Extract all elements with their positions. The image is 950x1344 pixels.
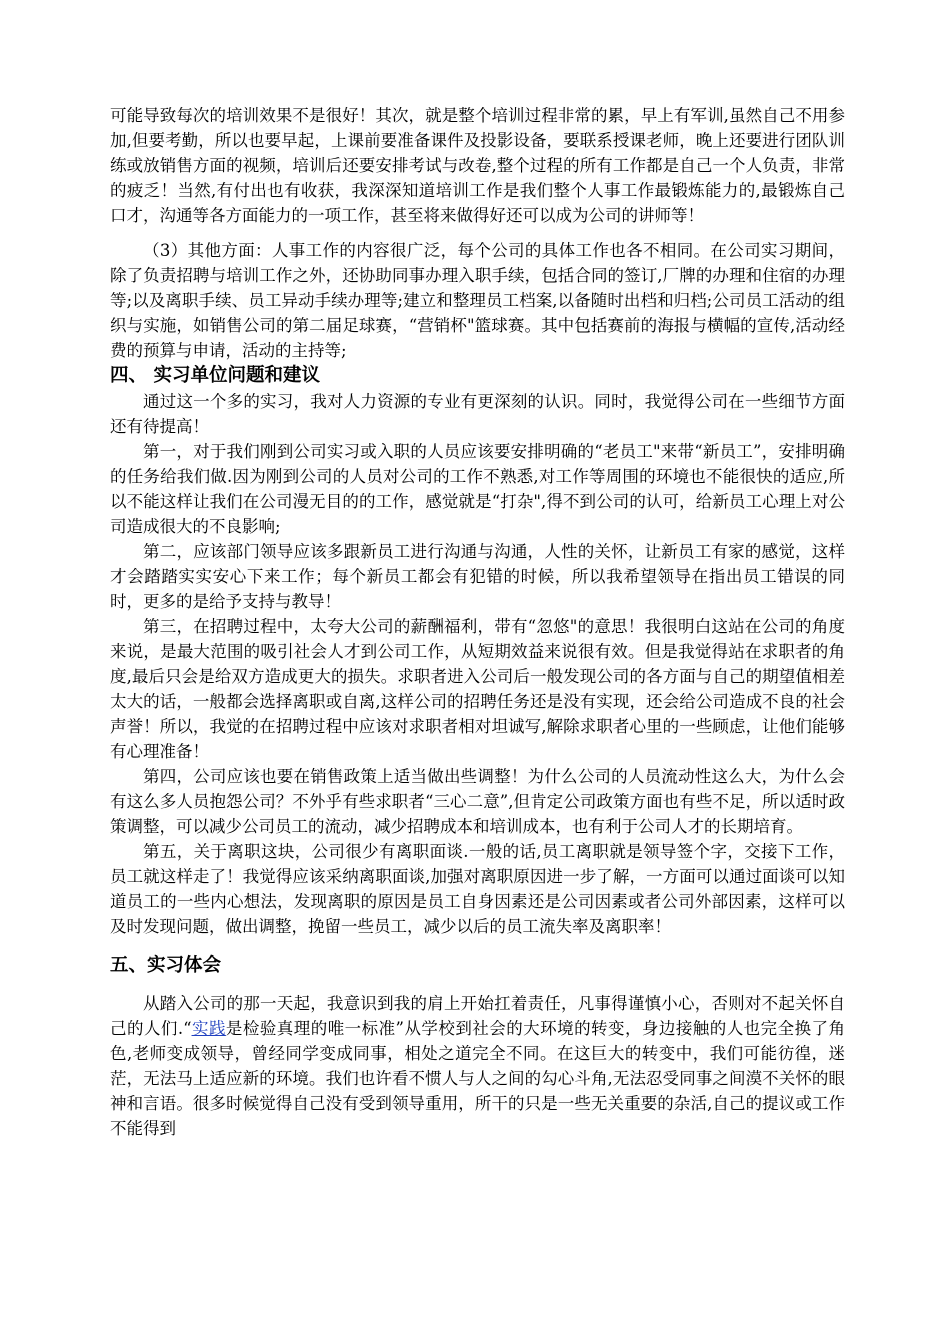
paragraph-internship-experience: [110, 991, 845, 1141]
paragraph-other-aspects: （3）其他方面：人事工作的内容很广泛，每个公司的具体工作也各不相同。在公司实习期间，除了负责招聘与培训工作之外，还协助同事办理入职手续，包括合同的签订,厂牌的办理和住宿的办理等;以及离职手续、员工异动手续办理等;建立和整理员工档案,以备随时出档和归档;公司员工活动的组织与实施，如销售公司的第二届足球赛，“营销杯"篮球赛。其中包括赛前的海报与横幅的宣传,活动经费的预算与申请，活动的主持等;: [110, 241, 845, 360]
experience-text-start: 从踏入公司的那一天起，我意识到我的肩上开始扛着责任，凡事得谨慎小心，否则对不起关怀自己的人们.“: [110, 994, 845, 1038]
paragraph-training-summary: 可能导致每次的培训效果不是很好！其次，就是整个培训过程非常的累，早上有军训,虽然自己不用参加,但要考勤，所以也要早起，上课前要准备课件及投影设备，要联系授课老师，晚上还要进行团队训练或放销售方面的视频，培训后还要安排考试与改卷,整个过程的所有工作都是自己一个人负责，非常的疲乏！当然,有付出也有收获，我深深知道培训工作是我们整个人事工作最锻炼能力的,最锻炼自己口才，沟通等各方面能力的一项工作，甚至将来做得好还可以成为公司的讲师等！: [110, 106, 845, 225]
practice-link[interactable]: 实践: [191, 1019, 226, 1038]
paragraph-suggestion-fifth: 第五，关于离职这块，公司很少有离职面谈.一般的话,员工离职就是领导签个字，交接下工作，员工就这样走了！我觉得应该采纳离职面谈,加强对离职原因进一步了解，一方面可以通过面谈可以知道员工的一些内心想法，发现离职的原因是员工自身因素还是公司因素或者公司外部因素，这样可以及时发现问题，做出调整，挽留一些员工，减少以后的员工流失率及离职率！: [110, 842, 845, 936]
paragraph-suggestions-intro: 通过这一个多的实习，我对人力资源的专业有更深刻的认识。同时，我觉得公司在一些细节方面还有待提高！: [110, 392, 845, 436]
paragraph-suggestion-third: 第三，在招聘过程中，太夸大公司的薪酬福利，带有“忽悠"的意思！我很明白这站在公司的角度来说，是最大范围的吸引社会人才到公司工作，从短期效益来说很有效。但是我觉得站在求职者的角度,最后只会是给双方造成更大的损失。求职者进入公司后一般发现公司的各方面与自己的期望值相差太大的话，一般都会选择离职或自离,这样公司的招聘任务还是没有实现，还会给公司造成不良的社会声誉！所以，我觉的在招聘过程中应该对求职者相对坦诚写,解除求职者心里的一些顾虑，让他们能够有心理准备！: [110, 617, 845, 761]
paragraph-suggestion-first: 第一，对于我们刚到公司实习或入职的人员应该要安排明确的“老员工"来带“新员工”，安排明确的任务给我们做.因为刚到公司的人员对公司的工作不熟悉,对工作等周围的环境也不能很快的适应,所以不能这样让我们在公司漫无目的的工作，感觉就是“打杂",得不到公司的认可，给新员工心理上对公司造成很大的不良影响;: [110, 442, 845, 536]
section-heading-internship-experience: 五、实习体会: [110, 955, 222, 976]
experience-text-rest: 是检验真理的唯一标准”从学校到社会的大环境的转变，身边接触的人也完全换了角色,老师变成领导，曾经同学变成同事，相处之道完全不同。在这巨大的转变中，我们可能彷徨，迷茫，无法马上适应新的环境。我们也许看不惯人与人之间的勾心斗角,无法忍受同事之间漠不关怀的眼神和言语。很多时候觉得自己没有受到领导重用，所干的只是一些无关重要的杂活,自己的提议或工作不能得到: [110, 1019, 845, 1138]
paragraph-suggestion-fourth: 第四，公司应该也要在销售政策上适当做出些调整！为什么公司的人员流动性这么大，为什么会有这么多人员抱怨公司？不外乎有些求职者“三心二意”,但肯定公司政策方面也有些不足，所以适时政策调整，可以减少公司员工的流动，减少招聘成本和培训成本，也有利于公司人才的长期培育。: [110, 767, 845, 836]
section-heading-problems-suggestions: 四、 实习单位问题和建议: [110, 365, 320, 386]
document-page: [110, 103, 845, 1141]
paragraph-suggestion-second: 第二，应该部门领导应该多跟新员工进行沟通与沟通，人性的关怀，让新员工有家的感觉，这样才会踏踏实实安心下来工作；每个新员工都会有犯错的时候，所以我希望领导在指出员工错误的同时，更多的是给予支持与教导！: [110, 542, 845, 611]
